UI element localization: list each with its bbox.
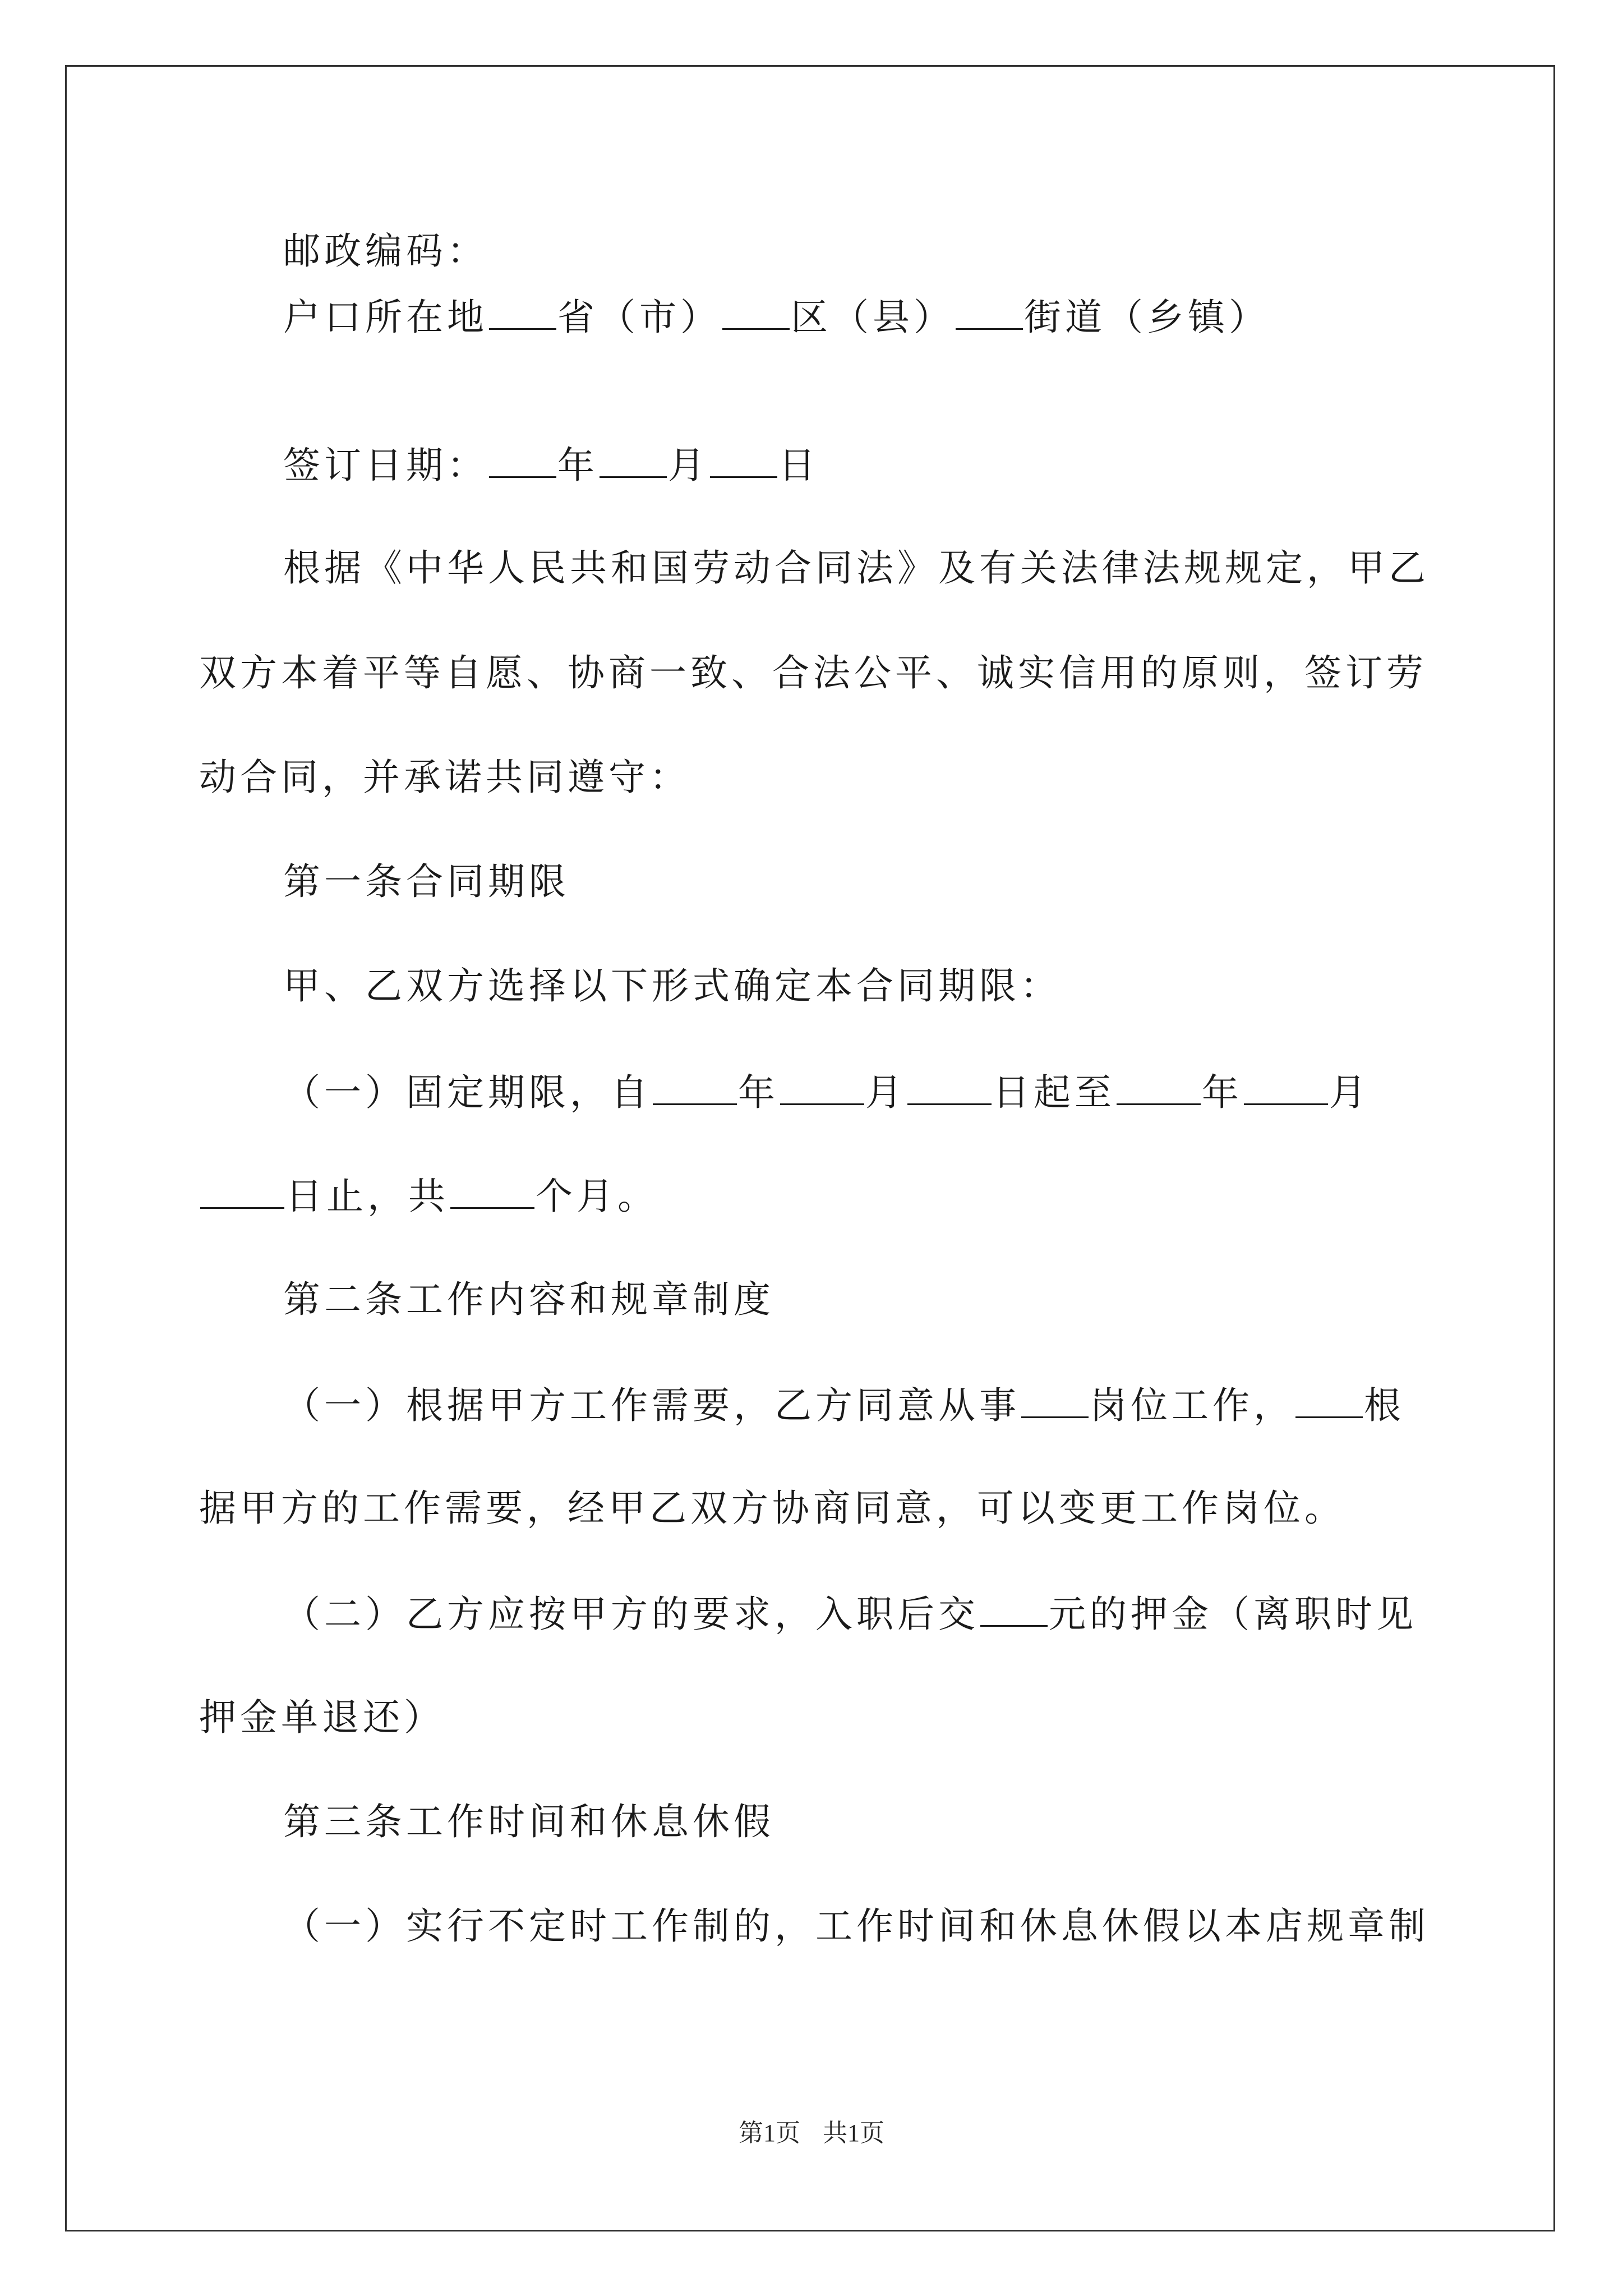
blank-field <box>450 1172 534 1209</box>
deposit-clause-line: 押金单退还） <box>199 1696 445 1739</box>
blank-field <box>489 293 556 330</box>
hukou-line: 户口所在地 省（市） 区（县） 街道（乡镇） <box>283 293 1270 340</box>
blank-field <box>1244 1069 1328 1105</box>
blank-field <box>200 1172 284 1209</box>
sign-date-line: 签订日期： 年 月 日 <box>283 441 819 488</box>
page-footer <box>0 2118 1623 2149</box>
intro-paragraph-line: 双方本着平等自愿、协商一致、合法公平、诚实信用的原则，签订劳 <box>199 651 1427 694</box>
intro-paragraph-line: 根据《中华人民共和国劳动合同法》及有关法律法规规定，甲乙 <box>283 546 1430 590</box>
article-heading: 第三条工作时间和休息休假 <box>283 1800 774 1843</box>
article-heading: 第二条工作内容和规章制度 <box>283 1278 774 1321</box>
deposit-clause-line: （二）乙方应按甲方的要求，入职后交 元的押金（离职时见 <box>283 1590 1417 1637</box>
blank-field <box>980 1590 1048 1627</box>
article-heading: 第一条合同期限 <box>283 860 570 903</box>
hours-clause-line: （一）实行不定时工作制的，工作时间和休息休假以本店规章制 <box>283 1904 1430 1948</box>
page-number: 第1页 <box>739 2119 800 2147</box>
blank-field <box>722 293 790 330</box>
blank-field <box>710 441 777 478</box>
term-clause-line: （一）固定期限，自 年 月 日起至 年 月 <box>283 1069 1370 1115</box>
intro-paragraph-line: 动合同，并承诺共同遵守： <box>199 756 690 799</box>
blank-field <box>653 1069 737 1105</box>
blank-field <box>1117 1069 1201 1105</box>
article-paragraph: 甲、乙双方选择以下形式确定本合同期限： <box>283 964 1061 1007</box>
blank-field <box>600 441 667 478</box>
job-clause-line: 据甲方的工作需要，经甲乙双方协商同意，可以变更工作岗位。 <box>199 1487 1345 1530</box>
blank-field <box>1295 1382 1363 1418</box>
postal-code-line: 邮政编码： <box>283 229 488 273</box>
blank-field <box>780 1069 864 1105</box>
blank-field <box>956 293 1023 330</box>
blank-field <box>1021 1382 1089 1418</box>
page-total: 共1页 <box>823 2119 884 2147</box>
blank-field <box>489 441 556 478</box>
job-clause-line: （一）根据甲方工作需要，乙方同意从事 岗位工作， 根 <box>283 1382 1405 1428</box>
term-clause-line: 日止，共 个月。 <box>199 1172 658 1219</box>
blank-field <box>907 1069 992 1105</box>
